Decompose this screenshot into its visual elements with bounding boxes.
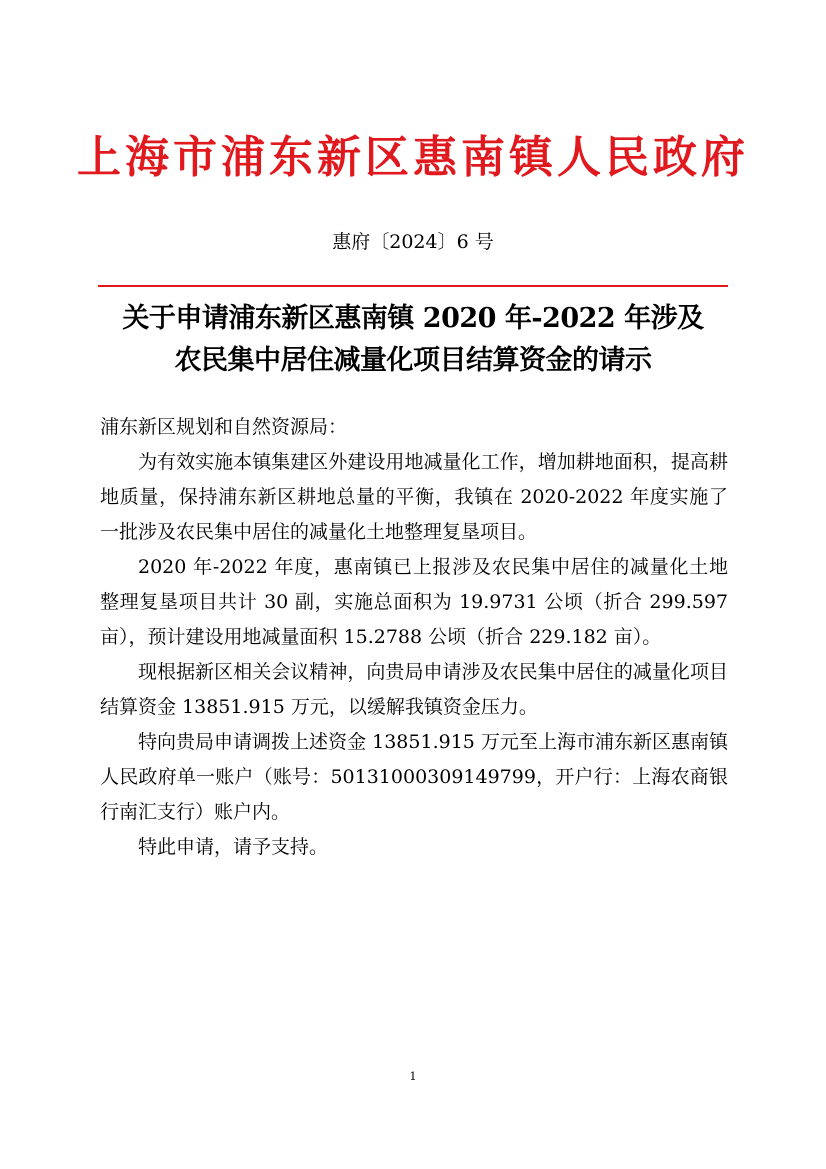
document-title-line-1: 关于申请浦东新区惠南镇 2020 年-2022 年涉及 bbox=[122, 303, 704, 334]
document-body bbox=[100, 410, 728, 865]
body-paragraph: 特向贵局申请调拨上述资金 13851.915 万元至上海市浦东新区惠南镇人民政府单一账户（账号：50131000309149799，开户行：上海农商银行南汇支行）账户内。 bbox=[100, 731, 728, 823]
document-title-line-2: 农民集中居住减量化项目结算资金的请示 bbox=[174, 345, 652, 376]
page-number: 1 bbox=[409, 1070, 417, 1083]
document-number: 惠府〔2024〕6 号 bbox=[332, 231, 494, 253]
salutation: 浦东新区规划和自然资源局： bbox=[100, 416, 348, 438]
issuing-authority-title: 上海市浦东新区惠南镇人民政府 bbox=[77, 132, 749, 183]
red-header-divider bbox=[98, 285, 728, 287]
body-paragraph: 为有效实施本镇集建区外建设用地减量化工作，增加耕地面积，提高耕地质量，保持浦东新区耕地总量的平衡，我镇在 2020-2022 年度实施了一批涉及农民集中居住的减量化土地整理复垦项目。 bbox=[100, 451, 728, 543]
closing-paragraph: 特此申请，请予支持。 bbox=[138, 836, 329, 858]
body-paragraph: 2020 年-2022 年度，惠南镇已上报涉及农民集中居住的减量化土地整理复垦项目共计 30 副，实施总面积为 19.9731 公顷（折合 299.597 亩），预计建设用地减量面积 15.2788 公顷（折合 229.182 亩）。 bbox=[100, 556, 728, 648]
body-paragraph: 现根据新区相关会议精神，向贵局申请涉及农民集中居住的减量化项目结算资金 13851.915 万元，以缓解我镇资金压力。 bbox=[100, 661, 728, 718]
document-title bbox=[80, 298, 746, 382]
